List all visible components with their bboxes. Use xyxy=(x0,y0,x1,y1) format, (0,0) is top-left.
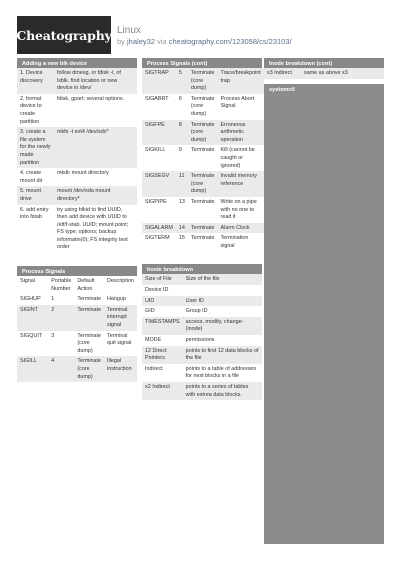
inode-field: x2 Indirect xyxy=(142,382,183,400)
table-row xyxy=(142,171,264,197)
section-process-signals-cont xyxy=(142,58,262,251)
table-cell: SIGTERM xyxy=(142,233,176,251)
table-cell: Hangup xyxy=(104,294,137,305)
table-cell: Terminal quit signal xyxy=(104,331,137,357)
table-cell: Terminate xyxy=(188,197,218,223)
column-header: Default Action xyxy=(74,276,104,294)
step-label: 2. format device to create partition xyxy=(17,94,54,127)
inode-field: x3 Indirect xyxy=(264,68,301,79)
table-row xyxy=(142,346,262,364)
table-cell: 5 xyxy=(176,68,188,94)
via-text: via xyxy=(154,37,169,46)
table-cell: 9 xyxy=(176,145,188,171)
table-cell: Terminate xyxy=(188,223,218,234)
table-row xyxy=(17,168,137,186)
table-row xyxy=(142,233,264,251)
step-label: 4. create mount dir xyxy=(17,168,54,186)
table-cell: Terminate xyxy=(188,233,218,251)
section-systemctl xyxy=(264,84,384,544)
inode-description: Group ID xyxy=(183,306,262,317)
table-cell: Terminate xyxy=(188,145,218,171)
table-cell: SIGALARM xyxy=(142,223,176,234)
inode-description: access, modify, change-(inode) xyxy=(183,317,262,335)
table-cell: Terminate (core dump) xyxy=(188,120,218,146)
table-row xyxy=(142,335,262,346)
table-cell: SIGSEGV xyxy=(142,171,176,197)
table-cell: Process Abort Signal xyxy=(218,94,264,120)
step-label: 1. Device discovery xyxy=(17,68,54,94)
inode-description: same as above x3 xyxy=(301,68,384,79)
table-header-row xyxy=(17,276,137,294)
table-cell: SIGKILL xyxy=(142,145,176,171)
table-row xyxy=(17,186,137,204)
table-cell: Write on a pipe with no one to read it xyxy=(218,197,264,223)
table-row xyxy=(142,364,262,382)
table-row xyxy=(142,120,264,146)
cheatography-logo[interactable]: Cheatography xyxy=(17,16,111,54)
table-cell: SIGQUIT xyxy=(17,331,48,357)
page-subtitle xyxy=(117,37,292,46)
table-cell: 11 xyxy=(176,171,188,197)
table-row xyxy=(142,274,262,285)
table-cell: 6 xyxy=(176,94,188,120)
sheet-url-link[interactable]: cheatography.com/123058/cs/23103/ xyxy=(168,37,292,46)
step-label: 6. add entry into fstab xyxy=(17,205,54,254)
table-cell: 2 xyxy=(48,305,74,331)
section-add-block-device xyxy=(17,58,137,253)
section-title: Inode breakdown xyxy=(142,264,262,274)
by-text: by xyxy=(117,37,128,46)
table-cell: Terminate (core dump) xyxy=(188,68,218,94)
table-row xyxy=(17,205,137,254)
table-cell: Illegal instruction xyxy=(104,356,137,382)
table-row xyxy=(142,317,262,335)
table-cell: Terminate (core dump) xyxy=(74,331,104,357)
table-cell: Terminate (core dump) xyxy=(74,356,104,382)
section-title: Process Signals xyxy=(17,266,137,276)
inode-field: TIMESTAMPS xyxy=(142,317,183,335)
inode-field: Device ID xyxy=(142,285,183,296)
step-description: follow dmesg, or fdisk -l, of lsblk. find location or new device in /dev/ xyxy=(54,68,137,94)
table-row xyxy=(17,127,137,168)
table-row xyxy=(17,94,137,127)
table-cell: Erroneous arithmetic operation xyxy=(218,120,264,146)
inode-field: Size of File xyxy=(142,274,183,285)
step-description: fdisk, gpart; several options. xyxy=(54,94,137,127)
column-1 xyxy=(17,58,137,382)
inode-description: points to a series of tables with extrea data blocks. xyxy=(183,382,262,400)
page-title: Linux xyxy=(117,25,141,36)
table-cell: Terminal interrupt signal xyxy=(104,305,137,331)
section-process-signals xyxy=(17,266,137,382)
table-cell: SIGFPE xyxy=(142,120,176,146)
inode-description: Size of the file xyxy=(183,274,262,285)
table-row xyxy=(17,294,137,305)
table-row xyxy=(142,223,264,234)
table-cell: 8 xyxy=(176,120,188,146)
table-cell: 1 xyxy=(48,294,74,305)
table-cell: Terminate (core dump) xyxy=(188,171,218,197)
inode-field: GID xyxy=(142,306,183,317)
inode-description: points to first 12 data blocks of the file xyxy=(183,346,262,364)
inode-field: MODE xyxy=(142,335,183,346)
table-cell: SIGILL xyxy=(17,356,48,382)
table-row xyxy=(17,331,137,357)
table-cell: 13 xyxy=(176,197,188,223)
table-cell: Alarm Clock xyxy=(218,223,264,234)
table-cell: Trace/breakpoint trap xyxy=(218,68,264,94)
table-cell: SIGHUP xyxy=(17,294,48,305)
table-row xyxy=(17,305,137,331)
section-title: systemctl xyxy=(269,86,295,93)
inode-description: points to a table of addresses for next blocks in a file xyxy=(183,364,262,382)
inode-description xyxy=(183,285,262,296)
table-cell: 3 xyxy=(48,331,74,357)
step-description: mkfs -t ext4 /dev/sdx* xyxy=(54,127,137,168)
add-disk-table xyxy=(17,68,137,253)
process-signals-cont-table xyxy=(142,68,264,251)
table-cell: SIGABRT xyxy=(142,94,176,120)
table-cell: SIGTRAP xyxy=(142,68,176,94)
table-row xyxy=(17,356,137,382)
section-title: Inode breakdown (cont) xyxy=(264,58,384,68)
table-cell: Termination signal xyxy=(218,233,264,251)
table-cell: Terminate xyxy=(74,305,104,331)
table-cell: Invalid memory reference xyxy=(218,171,264,197)
section-title: Adding a new blk device xyxy=(17,58,137,68)
table-cell: Terminate xyxy=(74,294,104,305)
inode-cont-table xyxy=(264,68,384,79)
step-label: 5. mount drive xyxy=(17,186,54,204)
step-label: 3. create a file system for the newly made partition xyxy=(17,127,54,168)
inode-field: UID xyxy=(142,296,183,307)
section-inode-breakdown xyxy=(142,264,262,400)
column-header: Portable Number xyxy=(48,276,74,294)
table-row xyxy=(142,94,264,120)
step-description: try using blkid to find UUID, then add device with UUID to /etf/f-stab. UUID; mount point; FS type; options; backup informatin(0); FS integrity test order xyxy=(54,205,137,254)
column-header: Signal xyxy=(17,276,48,294)
table-row xyxy=(142,197,264,223)
table-row xyxy=(142,68,264,94)
inode-field: 12 Direct Pointers xyxy=(142,346,183,364)
table-cell: 15 xyxy=(176,233,188,251)
inode-description: permissions xyxy=(183,335,262,346)
table-cell: Kill (cannot be caught or ignored) xyxy=(218,145,264,171)
table-row xyxy=(142,145,264,171)
table-row xyxy=(142,296,262,307)
inode-description: User ID xyxy=(183,296,262,307)
column-3 xyxy=(264,58,384,544)
section-title: Process Signals (cont) xyxy=(142,58,262,68)
process-signals-table xyxy=(17,276,137,382)
column-2 xyxy=(142,58,262,400)
step-description: mount /dev/sda mount directory* xyxy=(54,186,137,204)
table-cell: SIGINT xyxy=(17,305,48,331)
table-row xyxy=(142,285,262,296)
section-inode-breakdown-cont xyxy=(264,58,384,79)
inode-table xyxy=(142,274,262,400)
table-row xyxy=(142,306,262,317)
table-cell: 4 xyxy=(48,356,74,382)
table-row xyxy=(264,68,384,79)
table-cell: SIGPIPE xyxy=(142,197,176,223)
step-description: mkdir mount directory xyxy=(54,168,137,186)
column-header: Description xyxy=(104,276,137,294)
table-row xyxy=(17,68,137,94)
table-cell: 14 xyxy=(176,223,188,234)
author-link[interactable]: jhaley32 xyxy=(127,37,155,46)
table-cell: Terminate (core dump) xyxy=(188,94,218,120)
table-row xyxy=(142,382,262,400)
page-header xyxy=(17,16,387,54)
inode-field: Indirect xyxy=(142,364,183,382)
